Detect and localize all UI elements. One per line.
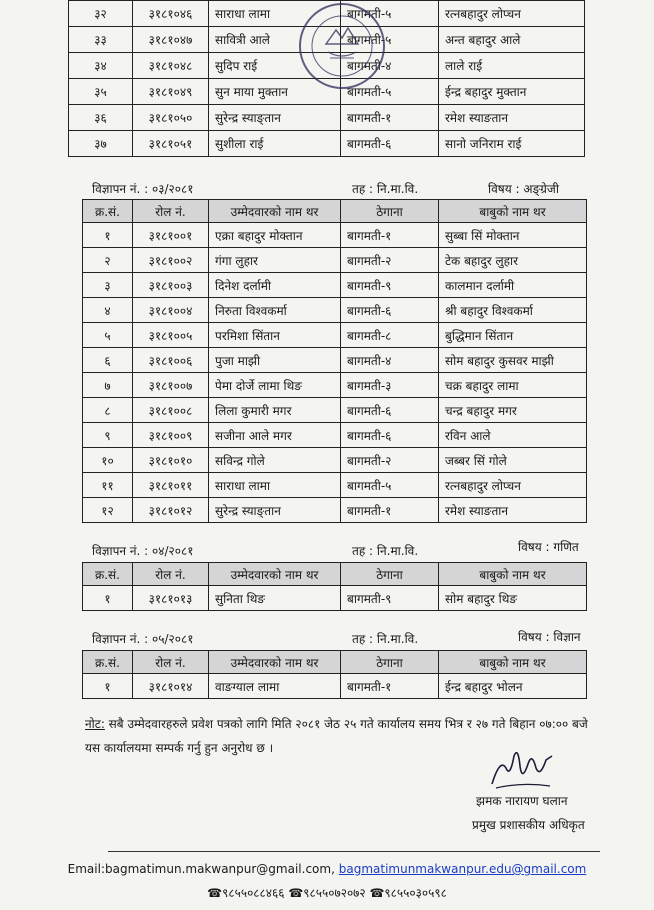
serial-cell: ११ <box>83 473 133 498</box>
advert-number: विज्ञापन नं. : ०३/२०८१ <box>92 182 194 196</box>
address-cell: बागमती-३ <box>341 373 439 398</box>
column-header: उम्मेदवारको नाम थर <box>209 563 341 586</box>
address-cell: बागमती-६ <box>341 131 439 157</box>
roll-number-cell: ३१८१०५१ <box>133 131 209 157</box>
table-row <box>83 498 587 523</box>
serial-cell: ९ <box>83 423 133 448</box>
father-name-cell: सुब्बा सिं मोक्तान <box>439 223 587 248</box>
candidate-name-cell: सविन्द्र गोले <box>209 448 341 473</box>
serial-cell: ३४ <box>69 53 133 79</box>
roll-number-cell: ३१८१००८ <box>133 398 209 423</box>
roll-number-cell: ३१८१००५ <box>133 323 209 348</box>
table-row <box>83 448 587 473</box>
candidate-name-cell: सजीना आले मगर <box>209 423 341 448</box>
table-header-row <box>83 563 587 586</box>
table-row <box>83 223 587 248</box>
address-cell: बागमती-४ <box>341 53 439 79</box>
note-label: नोट: <box>85 717 105 731</box>
table-row <box>83 348 587 373</box>
roll-number-cell: ३१८१०४६ <box>133 1 209 27</box>
address-cell: बागमती-५ <box>341 27 439 53</box>
column-header: क्र.सं. <box>83 200 133 223</box>
roll-number-cell: ३१८१०५० <box>133 105 209 131</box>
father-name-cell: रमेश स्याङतान <box>439 105 585 131</box>
table-row <box>83 398 587 423</box>
address-cell: बागमती-५ <box>341 1 439 27</box>
father-name-cell: बुद्धिमान सिंतान <box>439 323 587 348</box>
table-header-row <box>83 651 587 674</box>
serial-cell: १० <box>83 448 133 473</box>
candidate-name-cell: एक्रा बहादुर मोक्तान <box>209 223 341 248</box>
footer-emails <box>0 862 654 876</box>
father-name-cell: अन्त बहादुर आले <box>439 27 585 53</box>
serial-cell: ३७ <box>69 131 133 157</box>
roll-number-cell: ३१८१०११ <box>133 473 209 498</box>
address-cell: बागमती-६ <box>341 423 439 448</box>
address-cell: बागमती-६ <box>341 398 439 423</box>
address-cell: बागमती-२ <box>341 248 439 273</box>
candidate-name-cell: गंगा लुहार <box>209 248 341 273</box>
subject-label: विषय : अङ्ग्रेजी <box>488 182 559 196</box>
table-row <box>83 423 587 448</box>
candidate-name-cell: सुरेन्द्र स्याङ्तान <box>209 498 341 523</box>
serial-cell: १ <box>83 586 133 611</box>
roll-number-cell: ३१८१०४८ <box>133 53 209 79</box>
table-row <box>83 586 587 611</box>
roll-number-cell: ३१८१०१३ <box>133 586 209 611</box>
column-header: क्र.सं. <box>83 651 133 674</box>
father-name-cell: लाले राई <box>439 53 585 79</box>
email-link-primary[interactable]: bagmatimun.makwanpur@gmail.com, <box>105 862 335 876</box>
father-name-cell: रत्नबहादुर लोप्चन <box>439 473 587 498</box>
father-name-cell: कालमान दर्लामी <box>439 273 587 298</box>
roll-number-cell: ३१८१००६ <box>133 348 209 373</box>
candidate-name-cell: सुन माया मुक्तान <box>209 79 341 105</box>
level-label: तह : नि.मा.वि. <box>352 182 419 196</box>
candidate-name-cell: सुनिता थिङ <box>209 586 341 611</box>
column-header: उम्मेदवारको नाम थर <box>209 200 341 223</box>
column-header: रोल नं. <box>133 563 209 586</box>
address-cell: बागमती-९ <box>341 273 439 298</box>
serial-cell: ३३ <box>69 27 133 53</box>
address-cell: बागमती-१ <box>341 498 439 523</box>
email-label: Email: <box>67 862 105 876</box>
column-header: रोल नं. <box>133 200 209 223</box>
candidate-name-cell: साराधा लामा <box>209 473 341 498</box>
footer-phones: ☎९८५५०८८४६६ ☎९८५५०७२०७२ ☎९८५५०३०५९८ <box>207 886 447 900</box>
table-row <box>83 273 587 298</box>
address-cell: बागमती-८ <box>341 323 439 348</box>
serial-cell: ३२ <box>69 1 133 27</box>
table-row <box>83 473 587 498</box>
candidate-table-english <box>82 199 587 523</box>
father-name-cell: सोम बहादुर कुसवर माझी <box>439 348 587 373</box>
column-header: रोल नं. <box>133 651 209 674</box>
column-header: बाबुको नाम थर <box>439 651 587 674</box>
table-row <box>83 674 587 699</box>
roll-number-cell: ३१८१०४७ <box>133 27 209 53</box>
candidate-name-cell: दिनेश दर्लामी <box>209 273 341 298</box>
office-stamp <box>296 0 388 92</box>
column-header: ठेगाना <box>341 563 439 586</box>
father-name-cell: चक्र बहादुर लामा <box>439 373 587 398</box>
table-row <box>83 323 587 348</box>
table-row <box>83 373 587 398</box>
father-name-cell: रविन आले <box>439 423 587 448</box>
father-name-cell: चन्द्र बहादुर मगर <box>439 398 587 423</box>
address-cell: बागमती-५ <box>341 473 439 498</box>
serial-cell: ३ <box>83 273 133 298</box>
subject-label: विषय : विज्ञान <box>518 630 581 644</box>
candidate-name-cell: निरुता विश्वकर्मा <box>209 298 341 323</box>
address-cell: बागमती-९ <box>341 586 439 611</box>
serial-cell: ८ <box>83 398 133 423</box>
column-header: बाबुको नाम थर <box>439 563 587 586</box>
roll-number-cell: ३१८१०१० <box>133 448 209 473</box>
serial-cell: ५ <box>83 323 133 348</box>
column-header: ठेगाना <box>341 651 439 674</box>
address-cell: बागमती-२ <box>341 448 439 473</box>
level-label: तह : नि.मा.वि. <box>352 544 419 558</box>
table-body <box>83 223 587 523</box>
advert-number: विज्ञापन नं. : ०५/२०८१ <box>92 632 194 646</box>
serial-cell: २ <box>83 248 133 273</box>
handwritten-signature <box>486 738 558 794</box>
serial-cell: ३६ <box>69 105 133 131</box>
table-row <box>83 248 587 273</box>
address-cell: बागमती-५ <box>341 79 439 105</box>
advert-number: विज्ञापन नं. : ०४/२०८१ <box>92 544 194 558</box>
email-link-secondary[interactable]: bagmatimunmakwanpur.edu@gmail.com <box>338 862 587 876</box>
signatory-title: प्रमुख प्रशासकीय अधिकृत <box>472 818 585 832</box>
candidate-name-cell: परमिशा सिंतान <box>209 323 341 348</box>
signatory-name: झमक नारायण घलान <box>476 794 568 808</box>
table-header-row <box>83 200 587 223</box>
roll-number-cell: ३१८१००९ <box>133 423 209 448</box>
serial-cell: ७ <box>83 373 133 398</box>
table-row <box>69 105 585 131</box>
candidate-name-cell: सुशीला राई <box>209 131 341 157</box>
level-label: तह : नि.मा.वि. <box>352 632 419 646</box>
father-name-cell: ईन्द्र बहादुर भोलन <box>439 674 587 699</box>
father-name-cell: श्री बहादुर विश्वकर्मा <box>439 298 587 323</box>
candidate-name-cell: पेमा दोर्जे लामा थिङ <box>209 373 341 398</box>
candidate-name-cell: साराधा लामा <box>209 1 341 27</box>
candidate-name-cell: वाङग्याल लामा <box>209 674 341 699</box>
father-name-cell: सानो जनिराम राई <box>439 131 585 157</box>
father-name-cell: ईन्द्र बहादुर मुक्तान <box>439 79 585 105</box>
candidate-name-cell: लिला कुमारी मगर <box>209 398 341 423</box>
column-header: क्र.सं. <box>83 563 133 586</box>
column-header: ठेगाना <box>341 200 439 223</box>
candidate-table-science <box>82 650 587 699</box>
serial-cell: ४ <box>83 298 133 323</box>
address-cell: बागमती-६ <box>341 298 439 323</box>
father-name-cell: टेक बहादुर लुहार <box>439 248 587 273</box>
serial-cell: १ <box>83 223 133 248</box>
father-name-cell: जब्बर सिं गोले <box>439 448 587 473</box>
candidate-name-cell: सावित्री आले <box>209 27 341 53</box>
table-row <box>69 131 585 157</box>
father-name-cell: रत्नबहादुर लोप्चन <box>439 1 585 27</box>
subject-label: विषय : गणित <box>518 540 579 554</box>
address-cell: बागमती-१ <box>341 674 439 699</box>
candidate-name-cell: सुरेन्द्र स्याङ्तान <box>209 105 341 131</box>
column-header: बाबुको नाम थर <box>439 200 587 223</box>
father-name-cell: सोम बहादुर थिङ <box>439 586 587 611</box>
address-cell: बागमती-१ <box>341 223 439 248</box>
footer-divider <box>108 851 600 852</box>
roll-number-cell: ३१८१०१२ <box>133 498 209 523</box>
table-body <box>83 586 587 611</box>
serial-cell: १२ <box>83 498 133 523</box>
column-header: उम्मेदवारको नाम थर <box>209 651 341 674</box>
roll-number-cell: ३१८१००३ <box>133 273 209 298</box>
father-name-cell: रमेश स्याङतान <box>439 498 587 523</box>
candidate-name-cell: पुजा माझी <box>209 348 341 373</box>
roll-number-cell: ३१८१०४९ <box>133 79 209 105</box>
note-body: सबै उम्मेदवारहरुले प्रवेश पत्रको लागि मिति २०८१ जेठ २५ गते कार्यालय समय भित्र र २७ गते बिहान ०७:०० बजे यस कार्यालयमा सम्पर्क गर्नु हुन अनुरोध छ । <box>85 717 588 755</box>
serial-cell: ६ <box>83 348 133 373</box>
serial-cell: १ <box>83 674 133 699</box>
roll-number-cell: ३१८१००४ <box>133 298 209 323</box>
roll-number-cell: ३१८१००२ <box>133 248 209 273</box>
roll-number-cell: ३१८१०१४ <box>133 674 209 699</box>
table-row <box>83 298 587 323</box>
serial-cell: ३५ <box>69 79 133 105</box>
table-body <box>83 674 587 699</box>
address-cell: बागमती-४ <box>341 348 439 373</box>
roll-number-cell: ३१८१००१ <box>133 223 209 248</box>
address-cell: बागमती-१ <box>341 105 439 131</box>
candidate-table-math <box>82 562 587 611</box>
candidate-name-cell: सुदिप राई <box>209 53 341 79</box>
roll-number-cell: ३१८१००७ <box>133 373 209 398</box>
